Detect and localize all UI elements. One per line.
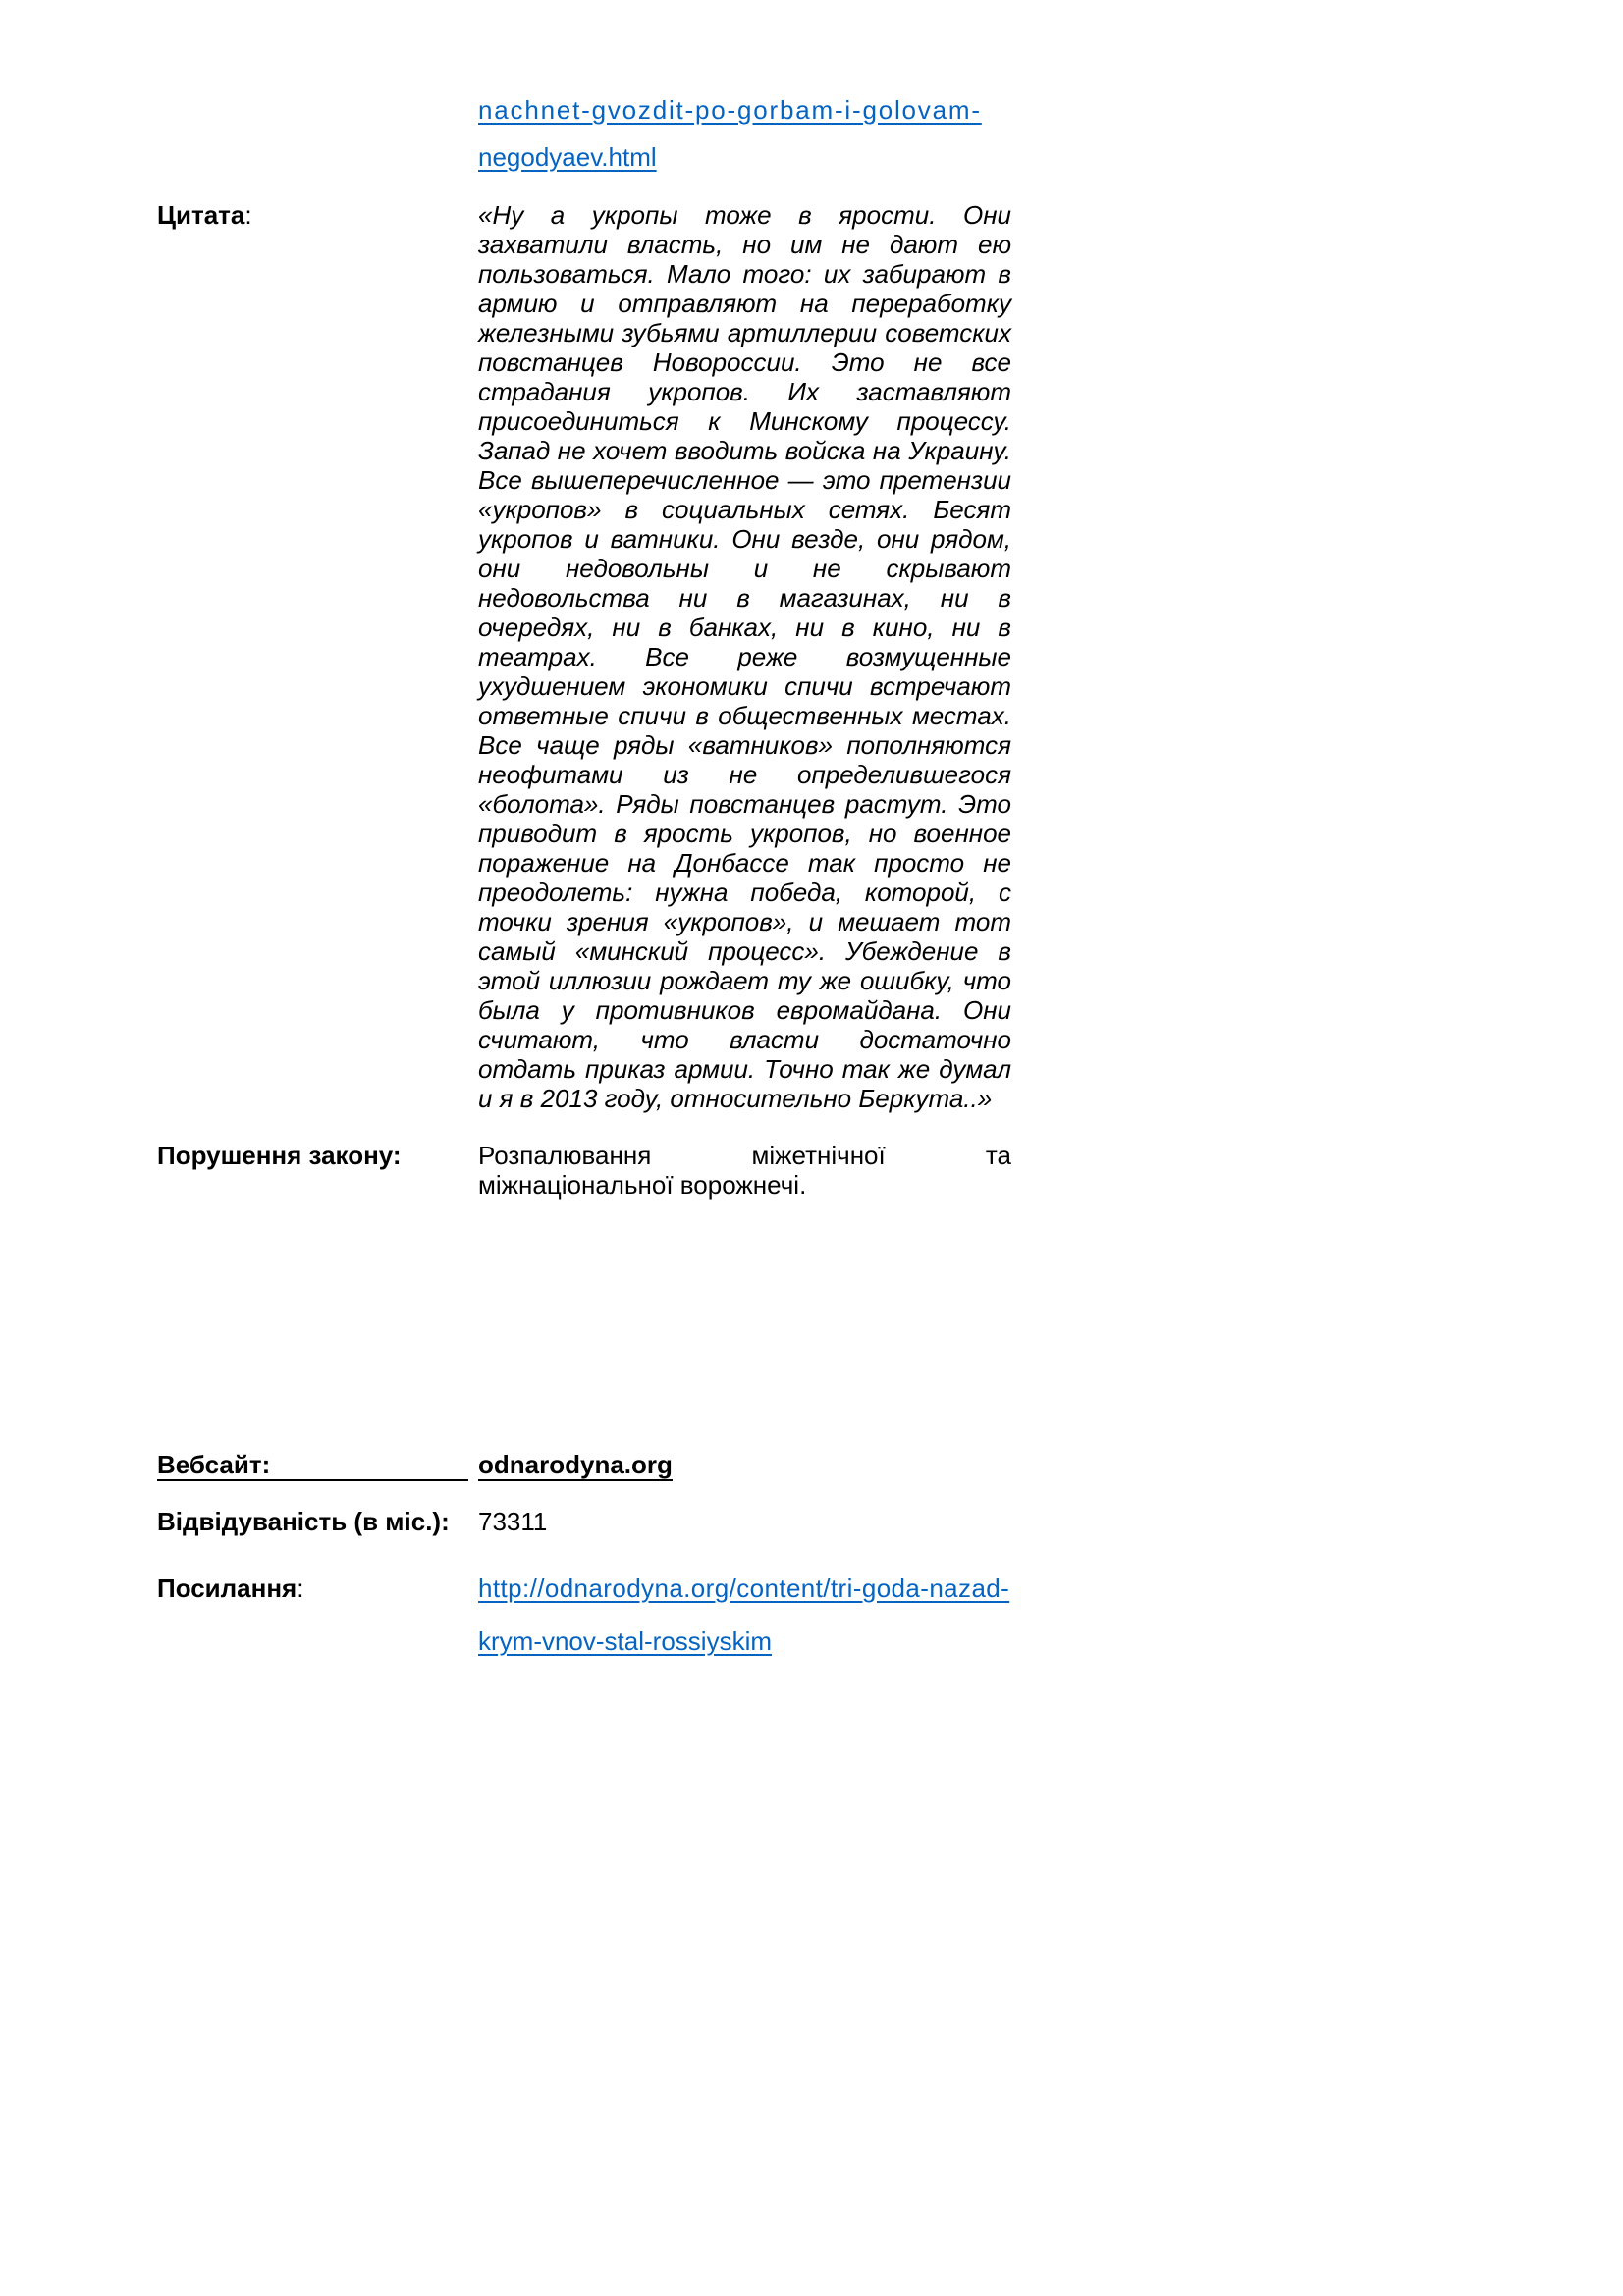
visits-value-cell bbox=[478, 1507, 1011, 1536]
violation-text: Розпалювання міжетнічної та міжнаціональної ворожнечі. bbox=[478, 1141, 1011, 1200]
website-label: Вебсайт: bbox=[157, 1450, 271, 1479]
quote-row bbox=[157, 200, 1623, 1113]
website-row bbox=[157, 1450, 1623, 1481]
reference-link-line-2: krym-vnov-stal-rossiyskim bbox=[478, 1627, 772, 1656]
violation-value-cell bbox=[478, 1141, 1011, 1200]
quote-text: «Ну а укропы тоже в ярости. Они захватили власть, но им не дают ею пользоваться. Мало того: их забирают в армию и отправляют на переработку железными зубьями артиллерии советских повстанцев Новороссии. Это не все страдания укропов. Их заставляют присоединиться к Минскому процессу. Запад не хочет вводить войска на Украину. Все вышеперечисленное — это претензии «укропов» в социальных сетях. Бесят укропов и ватники. Они везде, они рядом, они недовольны и не скрывают недовольства ни в магазинах, ни в очередях, ни в банках, ни в кино, ни в театрах. Все реже возмущенные ухудшением экономики спичи встречают ответные спичи в общественных местах. Все чаще ряды «ватников» пополняются неофитами из не определившегося «болота». Ряды повстанцев растут. Это приводит в ярость укропов, но военное поражение на Донбассе так просто не преодолеть: нужна победа, которой, с точки зрения «укропов», и мешает тот самый «минский процесс». Убеждение в этой иллюзии рождает ту же ошибку, что была у противников евромайдана. Они считают, что власти достаточно отдать приказ армии. Точно так же думал и я в 2013 году, относительно Беркута..» bbox=[478, 200, 1011, 1113]
reference-link-line-1: http://odnarodyna.org/content/tri-goda-nazad- bbox=[478, 1574, 1010, 1603]
visits-label-cell bbox=[157, 1507, 478, 1536]
website-label-cell bbox=[157, 1450, 478, 1481]
visits-label: Відвідуваність (в міс.): bbox=[157, 1507, 450, 1536]
quote-label-cell bbox=[157, 200, 478, 230]
website-value: odnarodyna.org bbox=[478, 1450, 673, 1479]
reference-row bbox=[157, 1562, 1623, 1668]
visits-row bbox=[157, 1507, 1623, 1536]
quote-label-colon: : bbox=[244, 200, 252, 230]
source-article-link[interactable] bbox=[478, 86, 1011, 181]
reference-label: Посилання bbox=[157, 1574, 298, 1603]
violation-label: Порушення закону: bbox=[157, 1141, 402, 1170]
violation-row bbox=[157, 1141, 1623, 1200]
continued-link-cell bbox=[478, 86, 1011, 181]
quote-value-cell bbox=[478, 200, 1011, 1113]
violation-label-cell bbox=[157, 1141, 478, 1170]
quote-label: Цитата bbox=[157, 200, 245, 230]
reference-value-cell bbox=[478, 1562, 1011, 1668]
reference-label-colon: : bbox=[297, 1574, 304, 1603]
visits-value: 73311 bbox=[478, 1507, 548, 1536]
reference-link[interactable] bbox=[478, 1562, 1011, 1668]
reference-label-cell bbox=[157, 1562, 478, 1615]
source-article-link-line-2: negodyaev.html bbox=[478, 142, 657, 172]
continued-link-row bbox=[157, 86, 1623, 181]
website-underline-leader bbox=[270, 1450, 468, 1479]
source-article-link-line-1: nachnet-gvozdit-po-gorbam-i-golovam- bbox=[478, 95, 982, 125]
website-value-cell bbox=[478, 1450, 1011, 1481]
website-label-wrap bbox=[157, 1450, 468, 1481]
